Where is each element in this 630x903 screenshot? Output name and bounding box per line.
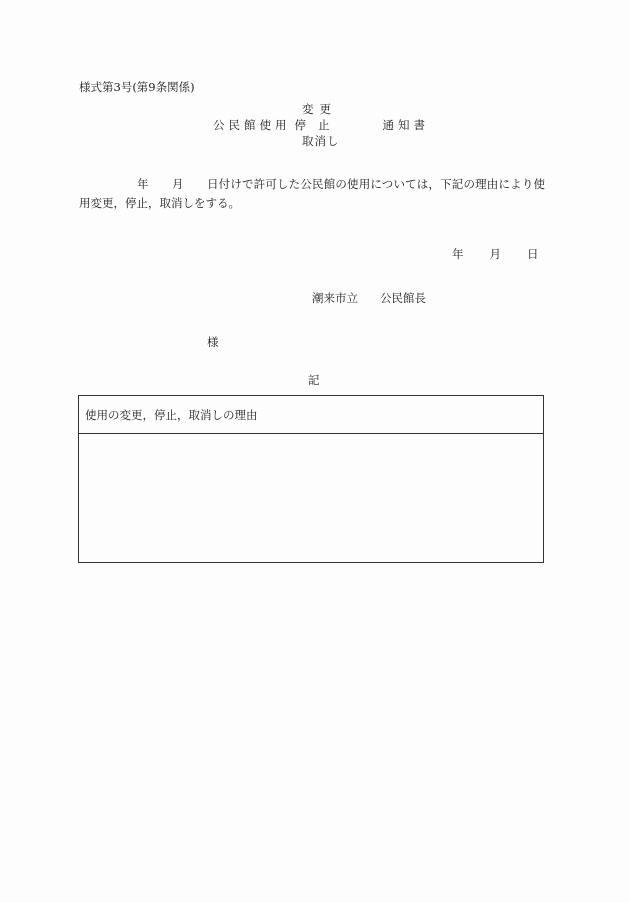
reason-field[interactable] bbox=[79, 434, 543, 562]
date-day: 日 bbox=[527, 247, 539, 261]
addressee-honorific: 様 bbox=[207, 335, 219, 349]
date-year: 年 bbox=[452, 247, 464, 261]
ki-heading: 記 bbox=[308, 373, 320, 387]
sender bbox=[312, 293, 426, 305]
document-title bbox=[213, 120, 429, 132]
sender-title: 公民館長 bbox=[380, 291, 426, 305]
title-option-cancel: 取消し bbox=[302, 134, 340, 148]
title-option-change: 変更 bbox=[302, 102, 337, 116]
reason-header: 使用の変更，停止，取消しの理由 bbox=[79, 396, 543, 434]
notice-body-text: 年 月 日付けで許可した公民館の使用については，下記の理由により使用変更，停止，取消しをする。 bbox=[79, 177, 545, 210]
title-suffix: 通知書 bbox=[382, 118, 429, 132]
title-prefix: 公民館使用 bbox=[213, 118, 291, 132]
sender-org: 潮来市立 bbox=[312, 291, 358, 305]
reason-table bbox=[78, 395, 544, 563]
date-month: 月 bbox=[489, 247, 501, 261]
form-number: 様式第3号(第9条関係) bbox=[79, 80, 195, 94]
title-option-stop: 停止 bbox=[294, 118, 342, 132]
issue-date bbox=[452, 249, 539, 261]
